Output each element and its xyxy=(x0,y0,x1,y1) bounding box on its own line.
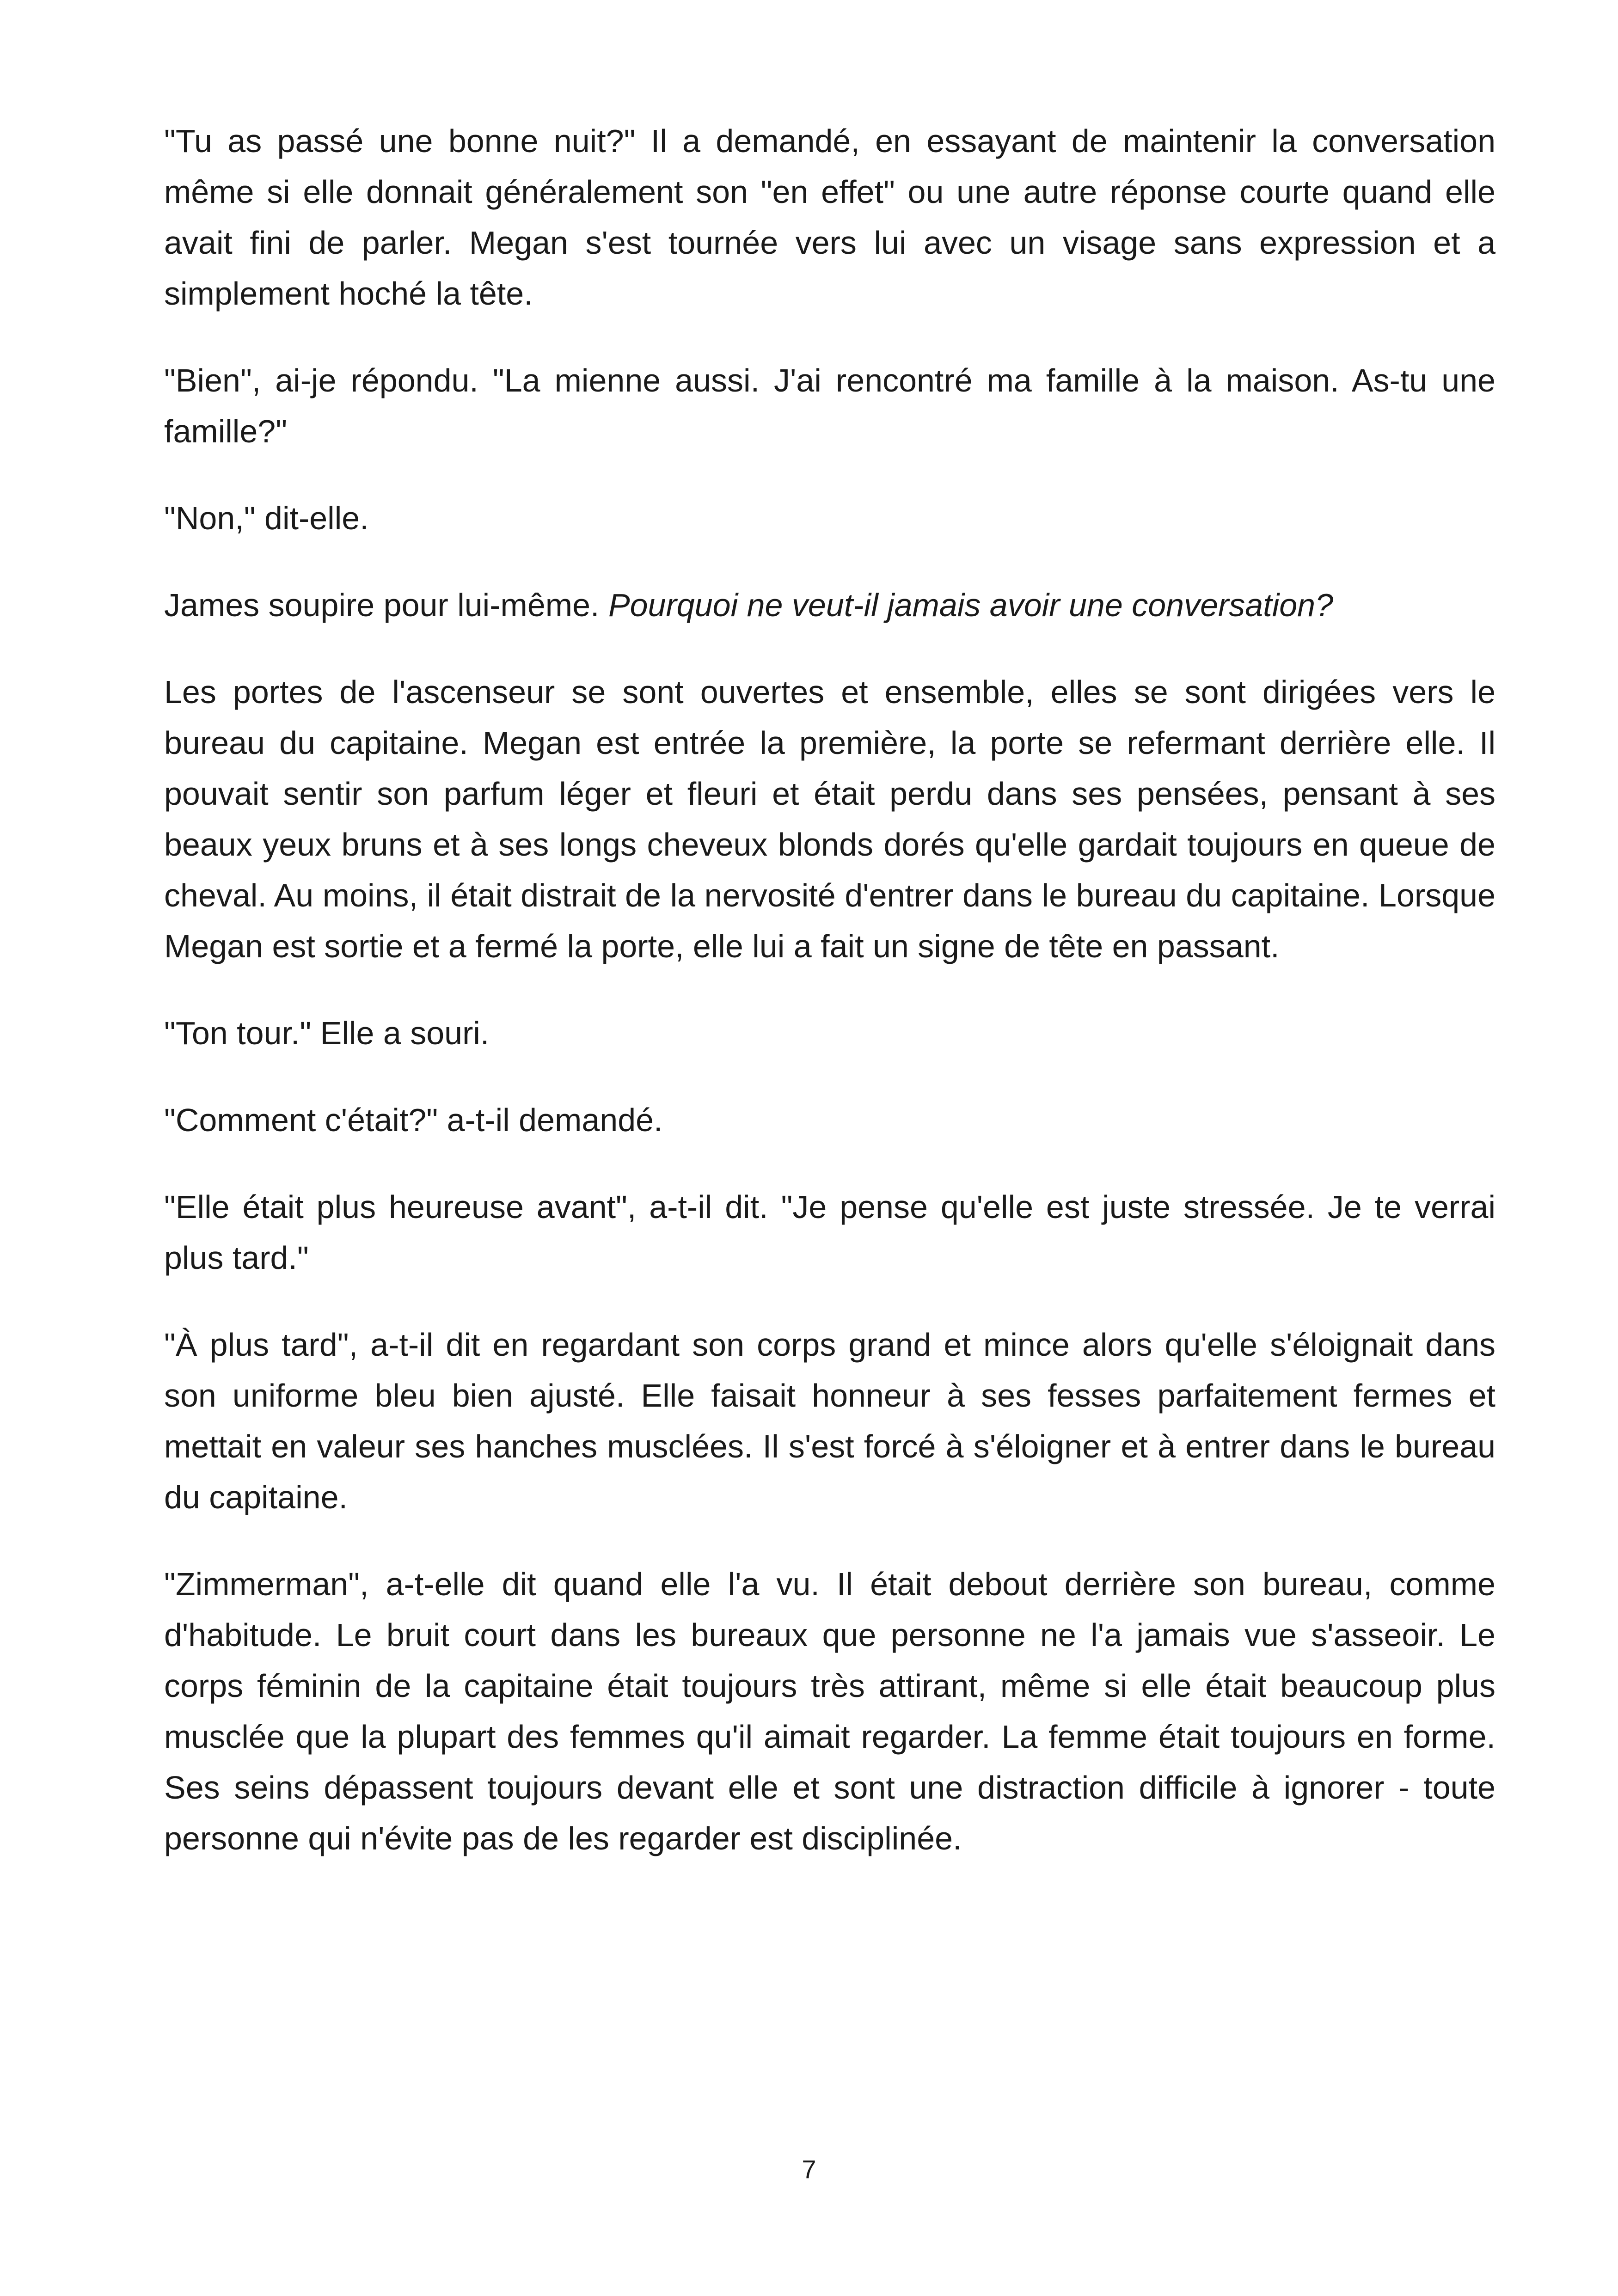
paragraph-4-text: James soupire pour lui-même. xyxy=(164,587,608,623)
paragraph-3: "Non," dit-elle. xyxy=(164,500,369,536)
page-number: 7 xyxy=(802,2155,816,2184)
paragraph-7: "Comment c'était?" a-t-il demandé. xyxy=(164,1102,663,1138)
paragraph-4 xyxy=(164,580,1495,631)
paragraph-6: "Ton tour." Elle a souri. xyxy=(164,1015,490,1051)
paragraph-2: "Bien", ai-je répondu. "La mienne aussi. J'ai rencontré ma famille à la maison. As-tu une famille?" xyxy=(164,362,1495,449)
paragraph-1: "Tu as passé une bonne nuit?" Il a demandé, en essayant de maintenir la conversation même si elle donnait généralement son "en effet" ou une autre réponse courte quand elle avait fini de parler. Megan s'est tournée vers lui avec un visage sans expression et a simplement hoché la tête. xyxy=(164,123,1495,312)
paragraph-8: "Elle était plus heureuse avant", a-t-il dit. "Je pense qu'elle est juste stressée. Je te verrai plus tard." xyxy=(164,1189,1495,1276)
paragraph-5: Les portes de l'ascenseur se sont ouvertes et ensemble, elles se sont dirigées vers le bureau du capitaine. Megan est entrée la première, la porte se refermant derrière elle. Il pouvait sentir son parfum léger et fleuri et était perdu dans ses pensées, pensant à ses beaux yeux bruns et à ses longs cheveux blonds dorés qu'elle gardait toujours en queue de cheval. Au moins, il était distrait de la nervosité d'entrer dans le bureau du capitaine. Lorsque Megan est sortie et a fermé la porte, elle lui a fait un signe de tête en passant. xyxy=(164,674,1495,964)
paragraph-9: "À plus tard", a-t-il dit en regardant son corps grand et mince alors qu'elle s'éloignait dans son uniforme bleu bien ajusté. Elle faisait honneur à ses fesses parfaitement fermes et mettait en valeur ses hanches musclées. Il s'est forcé à s'éloigner et à entrer dans le bureau du capitaine. xyxy=(164,1327,1495,1515)
paragraph-10: "Zimmerman", a-t-elle dit quand elle l'a vu. Il était debout derrière son bureau, comme d'habitude. Le bruit court dans les bureaux que personne ne l'a jamais vue s'asseoir. Le corps féminin de la capitaine était toujours très attirant, même si elle était beaucoup plus musclée que la plupart des femmes qu'il aimait regarder. La femme était toujours en forme. Ses seins dépassent toujours devant elle et sont une distraction difficile à ignorer - toute personne qui n'évite pas de les regarder est disciplinée. xyxy=(164,1566,1495,1856)
paragraph-4-italic-thought: Pourquoi ne veut-il jamais avoir une conversation? xyxy=(608,587,1334,623)
body-text xyxy=(164,116,1495,1900)
